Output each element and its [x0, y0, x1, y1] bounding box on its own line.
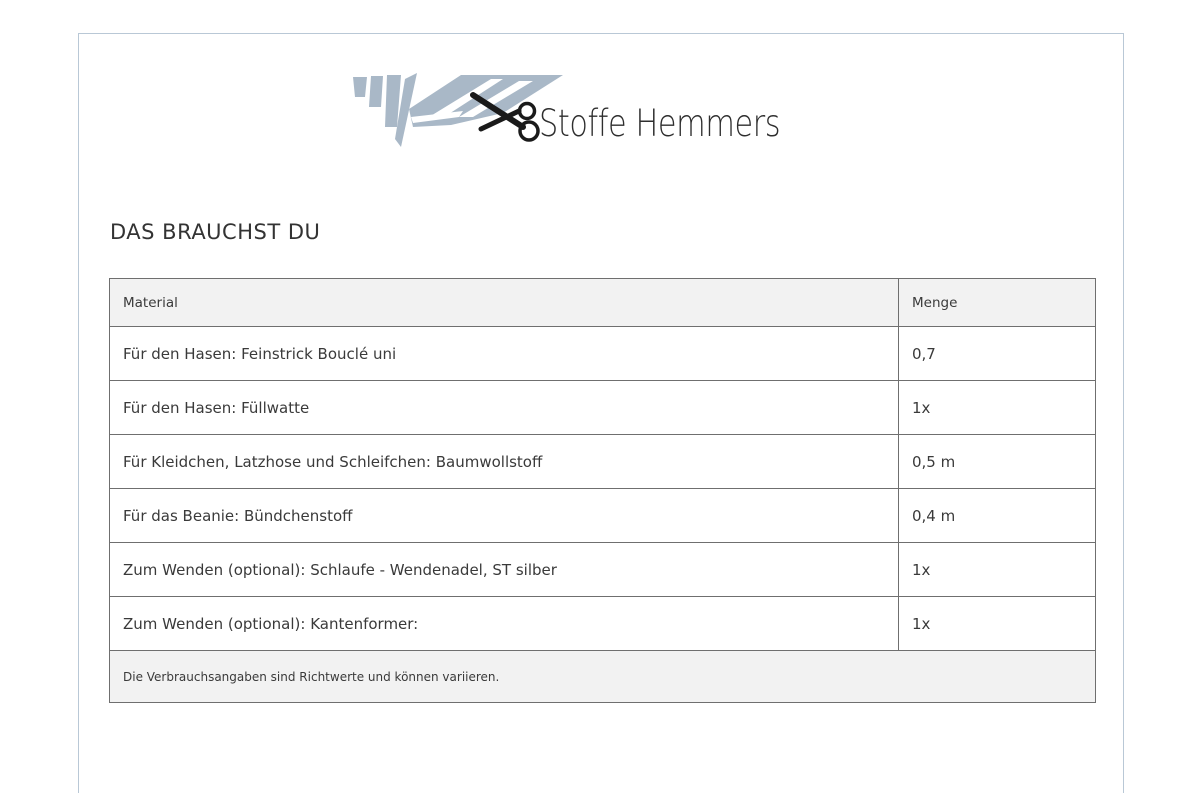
- material-cell: Für den Hasen: Feinstrick Bouclé uni: [110, 327, 899, 381]
- amount-cell: 1x: [899, 597, 1096, 651]
- table-row: [110, 435, 1096, 489]
- amount-cell: 1x: [899, 543, 1096, 597]
- material-cell: Zum Wenden (optional): Schlaufe - Wendenadel, ST silber: [110, 543, 899, 597]
- brand-name: Stoffe Hemmers: [539, 102, 781, 145]
- table-row: [110, 489, 1096, 543]
- column-header-material: Material: [110, 279, 899, 327]
- column-header-amount: Menge: [899, 279, 1096, 327]
- materials-table: [109, 278, 1096, 703]
- table-row: [110, 327, 1096, 381]
- material-cell: Für Kleidchen, Latzhose und Schleifchen: Baumwollstoff: [110, 435, 899, 489]
- table-footnote-row: [110, 651, 1096, 703]
- amount-cell: 0,4 m: [899, 489, 1096, 543]
- footnote: Die Verbrauchsangaben sind Richtwerte und können variieren.: [110, 651, 1096, 703]
- amount-cell: 1x: [899, 381, 1096, 435]
- table-row: [110, 543, 1096, 597]
- material-cell: Zum Wenden (optional): Kantenformer:: [110, 597, 899, 651]
- table-row: [110, 597, 1096, 651]
- recipe-card: [78, 33, 1124, 793]
- table-row: [110, 381, 1096, 435]
- table-header-row: [110, 279, 1096, 327]
- material-cell: Für das Beanie: Bündchenstoff: [110, 489, 899, 543]
- section-title: DAS BRAUCHST DU: [110, 220, 321, 244]
- amount-cell: 0,7: [899, 327, 1096, 381]
- amount-cell: 0,5 m: [899, 435, 1096, 489]
- material-cell: Für den Hasen: Füllwatte: [110, 381, 899, 435]
